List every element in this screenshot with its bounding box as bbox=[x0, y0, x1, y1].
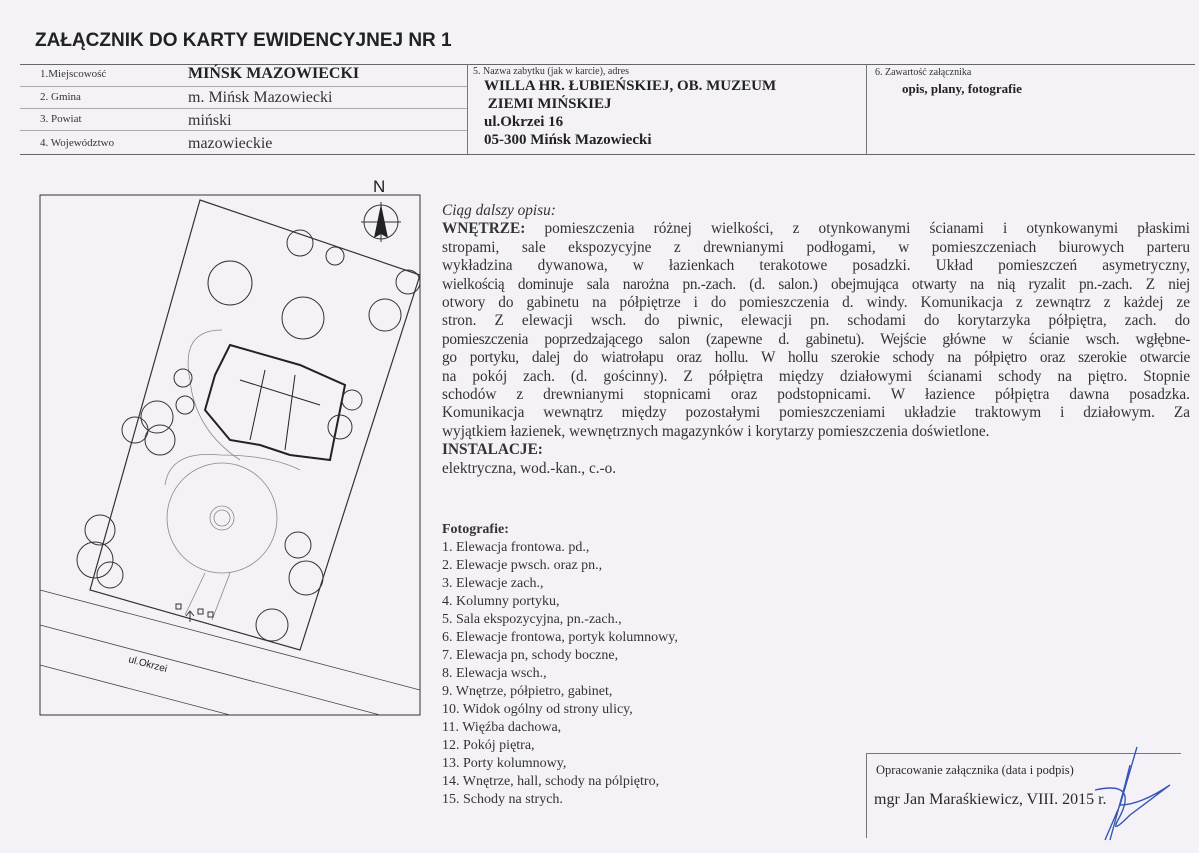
label-powiat: 3. Powiat bbox=[40, 113, 82, 125]
photo-item: 9. Wnętrze, półpietro, gabinet, bbox=[442, 684, 613, 699]
photo-item: 13. Porty kolumnowy, bbox=[442, 756, 567, 771]
paths bbox=[165, 330, 300, 620]
description bbox=[442, 202, 1190, 478]
value-miejscowosc: MIŃSK MAZOWIECKI bbox=[188, 65, 360, 82]
photo-item: 6. Elewacje frontowa, portyk kolumnowy, bbox=[442, 630, 678, 645]
photo-item: 3. Elewacje zach., bbox=[442, 576, 544, 591]
photo-item: 15. Schody na strych. bbox=[442, 792, 563, 807]
interior-heading: WNĘTRZE: bbox=[442, 220, 526, 238]
description-intro: Ciąg dalszy opisu: bbox=[442, 202, 556, 219]
photo-item: 10. Widok ogólny od strony ulicy, bbox=[442, 702, 633, 717]
signature-label: Opracowanie załącznika (data i podpis) bbox=[876, 763, 1074, 777]
signature-author: mgr Jan Maraśkiewicz, VIII. 2015 r. bbox=[874, 791, 1107, 808]
description-line: stropami, sale ekspozycyjne z drewnianymi podłogami, w pomieszczeniach biurowych parteru bbox=[442, 238, 1190, 256]
label-zawartosc: 6. Zawartość załącznika bbox=[875, 67, 972, 78]
value-nazwa-zabytku bbox=[484, 77, 776, 149]
name-line: 05-300 Mińsk Mazowiecki bbox=[484, 132, 652, 148]
description-line: go portyku, dalej do wiatrołapu oraz hollu. W hollu szerokie schody na półpiętro oraz szerokie otwarcie bbox=[442, 349, 1190, 367]
name-line: ZIEMI MIŃSKIEJ bbox=[484, 96, 612, 112]
description-line: na pokój zach. (d. gościnny). Z półpiętra między działowymi ścianami schody na piętro. Stopnie bbox=[442, 367, 1190, 385]
handwritten-signature bbox=[1080, 745, 1180, 845]
site-plan bbox=[0, 170, 440, 730]
photo-list-heading: Fotografie: bbox=[442, 522, 509, 537]
building bbox=[205, 345, 345, 460]
page-title: ZAŁĄCZNIK DO KARTY EWIDENCYJNEJ NR 1 bbox=[35, 30, 452, 51]
photo-item: 2. Elewacje pwsch. oraz pn., bbox=[442, 558, 603, 573]
installations-heading: INSTALACJE: bbox=[442, 441, 543, 459]
value-gmina: m. Mińsk Mazowiecki bbox=[188, 89, 333, 106]
photo-item: 1. Elewacja frontowa. pd., bbox=[442, 540, 590, 555]
photo-item: 14. Wnętrze, hall, schody na pólpiętro, bbox=[442, 774, 660, 789]
value-wojewodztwo: mazowieckie bbox=[188, 135, 273, 152]
photo-list bbox=[442, 521, 678, 809]
photo-item: 12. Pokój piętra, bbox=[442, 738, 535, 753]
name-line: ul.Okrzei 16 bbox=[484, 114, 564, 130]
label-nazwa-zabytku: 5. Nazwa zabytku (jak w karcie), adres bbox=[473, 66, 630, 77]
photo-item: 5. Sala ekspozycyjna, pn.-zach., bbox=[442, 612, 622, 627]
value-powiat: miński bbox=[188, 112, 232, 129]
description-line: pomieszczenia poprzedzającego salon (zapewne d. gabinetu). Wejście główne w ścianie wsch. wgłębne- bbox=[442, 330, 1190, 348]
description-line: Komunikacja wewnątrz między pozostałymi pomieszczeniami układzie traktowym i działowym. Za bbox=[442, 404, 1190, 422]
description-line: wielkością dominuje sala narożna pn.-zach. (d. salon.) obejmująca otwarty na nią ryzalit pn.-zach. Z niej bbox=[442, 275, 1190, 293]
installations-text: elektryczna, wod.-kan., c.-o. bbox=[442, 459, 617, 477]
description-text: pomieszczenia różnej wielkości, z otynkowanymi ścianami i otynkowanymi płaskimi bbox=[525, 220, 1190, 238]
label-miejscowosc: 1.Miejscowość bbox=[40, 68, 107, 80]
value-zawartosc: opis, plany, fotografie bbox=[902, 81, 1022, 96]
plot-boundary bbox=[90, 200, 420, 650]
description-line: wyjątkiem łazienek, wewnętrznych magazynków i korytarzy pomieszczenia doświetlone. bbox=[442, 422, 990, 440]
photo-item: 7. Elewacja pn, schody boczne, bbox=[442, 648, 619, 663]
description-line bbox=[442, 220, 1190, 238]
photo-item: 8. Elewacja wsch., bbox=[442, 666, 547, 681]
north-label: N bbox=[373, 177, 386, 196]
street bbox=[40, 590, 420, 715]
street-label: ul.Okrzei bbox=[127, 654, 169, 676]
label-wojewodztwo: 4. Województwo bbox=[40, 137, 115, 149]
description-line: wykładzina dywanowa, w łazienkach terakotowe posadzki. Układ pomieszczeń asymetryczny, bbox=[442, 257, 1190, 275]
label-gmina: 2. Gmina bbox=[40, 91, 81, 103]
photo-item: 11. Więźba dachowa, bbox=[442, 720, 562, 735]
name-line: WILLA HR. ŁUBIEŃSKIEJ, OB. MUZEUM bbox=[484, 78, 777, 94]
description-line: schodów z drewnianymi stopnicami oraz podstopnicami. W łazience półpiętra dawna posadzka. bbox=[442, 386, 1190, 404]
description-line: otwory do gabinetu na półpiętrze i do pomieszczenia d. windy. Komunikacja z zewnątrz z każdej ze bbox=[442, 294, 1190, 312]
photo-item: 4. Kolumny portyku, bbox=[442, 594, 560, 609]
north-arrow-icon bbox=[361, 202, 401, 242]
description-line: stron. Z elewacji wsch. do piwnic, elewacji pn. schodami do korytarzyka półpiętra, zach. do bbox=[442, 312, 1190, 330]
